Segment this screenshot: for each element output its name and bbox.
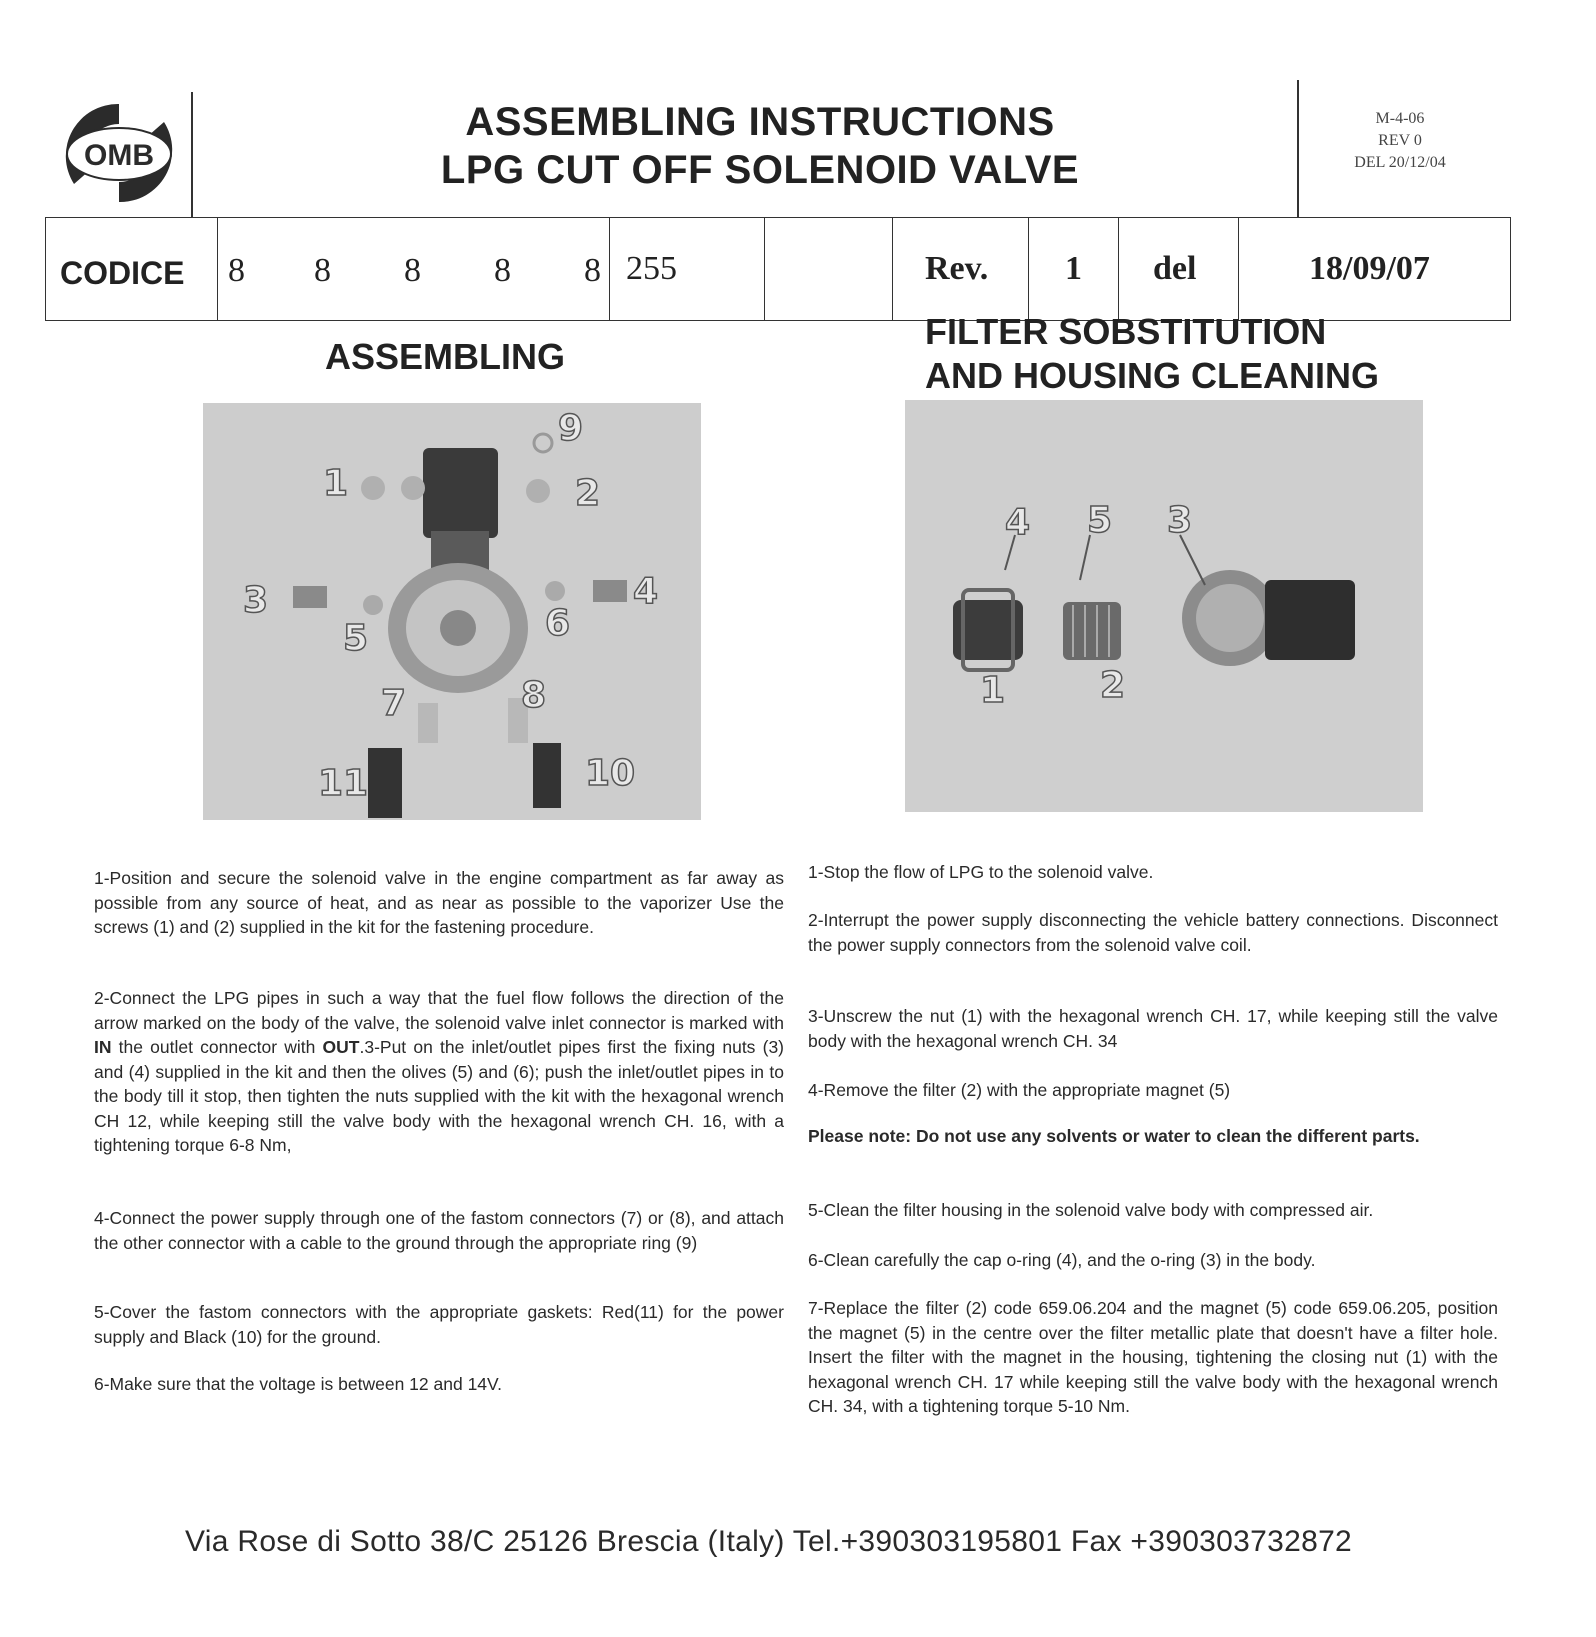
rev-label-cell [893,218,1029,320]
number-cell [610,218,765,320]
photo-label: 2 [1100,665,1126,706]
del-label-cell [1119,218,1239,320]
code-date: 18/09/07 [1309,250,1430,287]
step2-text-a: 2-Connect the LPG pipes in such a way that the fuel flow follows the direction of the arrow marked on the body of the valve, the solenoid valve inlet connector is marked with [94,988,784,1033]
photo-label: 10 [585,753,636,794]
code-digit: 8 [314,252,331,289]
assembling-step-2-3 [94,986,784,1158]
assembling-photo [203,403,701,820]
photo-label: 4 [1005,502,1031,543]
filter-parts-image [905,400,1423,812]
rev-label: Rev. [925,250,989,287]
code-digit: 8 [404,252,421,289]
photo-label: 5 [1087,500,1113,541]
filter-heading-line2: AND HOUSING CLEANING [925,355,1380,396]
step2-text-b: the outlet connector with [111,1037,323,1057]
doc-ref-rev: REV 0 [1378,132,1422,149]
doc-ref-code: M-4-06 [1375,110,1425,127]
del-label: del [1153,250,1197,287]
photo-label: 4 [633,571,659,612]
assembling-step-6: 6-Make sure that the voltage is between 12 and 14V. [94,1374,502,1394]
title-line1: ASSEMBLING INSTRUCTIONS [465,100,1055,144]
assembling-step-5: 5-Cover the fastom connectors with the appropriate gaskets: Red(11) for the power supply and Black (10) for the ground. [94,1302,784,1347]
title-line2: LPG CUT OFF SOLENOID VALVE [440,148,1080,192]
filter-step-4: 4-Remove the filter (2) with the appropriate magnet (5) [808,1080,1231,1100]
filter-step-7: 7-Replace the filter (2) code 659.06.204 and the magnet (5) code 659.06.205, position the magnet (5) in the centre over the filter metallic plate that doesn't have a filter hole. Insert the filter with the magnet in the housing, tightening the closing nut (1) with the hexagonal wrench CH. 17 while keeping still the valve body with the hexagonal wrench CH. 34, with a tightening torque 5-10 Nm. [808,1298,1498,1416]
photo-label: 7 [381,683,407,724]
date-cell [1239,218,1509,320]
step2-text-c: .3-Put on the inlet/outlet pipes first the fixing nuts (3) and (4) supplied in the kit and then the olives (5) and (6); push the inlet/outlet pipes in to the body till it stop, then tighten the nuts supplied with the kit with the hexagonal wrench CH 12, while keeping still the valve body with the hexagonal wrench CH. 16, with a tightening torque 6-8 Nm, [94,1037,784,1155]
footer-address: Via Rose di Sotto 38/C 25126 Brescia (Italy) Tel.+390303195801 Fax +390303732872 [185,1525,1353,1558]
header-divider-right [1297,80,1299,217]
header-divider-left [191,92,193,217]
filter-step-3: 3-Unscrew the nut (1) with the hexagonal wrench CH. 17, while keeping still the valve body with the hexagonal wrench CH. 34 [808,1006,1498,1051]
photo-label: 11 [318,763,369,804]
digits-cell [218,218,610,320]
assembling-step-1: 1-Position and secure the solenoid valve in the engine compartment as far away as possible from any source of heat, and as near as possible to the vaporizer Use the screws (1) and (2) supplied in the kit for the fastening procedure. [94,868,784,937]
omb-logo [54,98,184,208]
filter-step-5: 5-Clean the filter housing in the solenoid valve body with compressed air. [808,1200,1374,1220]
code-table [45,217,1511,321]
step2-out-label: OUT [322,1037,360,1057]
filter-step-1: 1-Stop the flow of LPG to the solenoid valve. [808,862,1154,882]
assembling-heading: ASSEMBLING [325,336,566,377]
empty-cell [765,218,893,320]
photo-label: 2 [575,473,601,514]
photo-label: 3 [243,580,269,621]
filter-step-2: 2-Interrupt the power supply disconnecting the vehicle battery connections. Disconnect the power supply connectors from the solenoid valve coil. [808,910,1498,955]
code-digit: 8 [228,252,245,289]
filter-note: Please note: Do not use any solvents or water to clean the different parts. [808,1126,1420,1146]
filter-photo [905,400,1423,812]
codice-label: CODICE [60,254,185,291]
filter-step-6: 6-Clean carefully the cap o-ring (4), and the o-ring (3) in the body. [808,1250,1316,1270]
code-digit: 8 [494,252,511,289]
photo-label: 3 [1167,500,1193,541]
logo-text: OMB [84,139,154,172]
code-number: 255 [626,250,677,287]
photo-label: 8 [521,675,547,716]
assembling-step-4: 4-Connect the power supply through one of the fastom connectors (7) or (8), and attach the other connector with a cable to the ground through the appropriate ring (9) [94,1208,784,1253]
codice-cell [46,218,218,320]
rev-value-cell [1029,218,1119,320]
photo-label: 5 [343,618,369,659]
photo-label: 1 [323,463,349,504]
code-digit: 8 [584,252,601,289]
step2-in-label: IN [94,1037,112,1057]
photo-label: 9 [558,408,584,449]
filter-heading-line1: FILTER SOBSTITUTION [925,311,1327,352]
doc-ref-date: DEL 20/12/04 [1354,154,1446,171]
rev-value: 1 [1065,250,1082,287]
photo-label: 6 [545,603,571,644]
photo-label: 1 [980,670,1006,711]
